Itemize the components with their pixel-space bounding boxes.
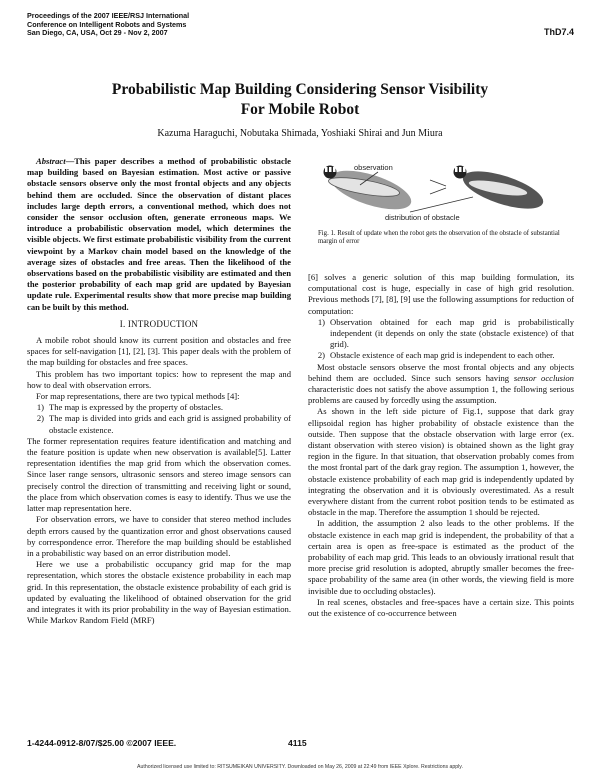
session-code: ThD7.4 <box>543 27 574 37</box>
list-item-text: The map is expressed by the property of obstacles. <box>49 402 223 413</box>
list-item <box>308 350 574 361</box>
proceedings-header <box>27 12 189 38</box>
left-column <box>27 156 291 626</box>
list-item-number: 1) <box>36 402 44 413</box>
figure-1 <box>308 152 574 224</box>
intro-paragraph-6: Here we use a probabilistic occupancy grid map for the map representation, which stores the obstacle existence probability in each map grid. In this representation, the obstacle existence probability of each grid is updated by evaluating the likelihood of obtained observation for the grid and integrates it with its prior probability in the way of Bayesian estimation. While Markov Random Field (MRF) <box>27 559 291 626</box>
transition-arrow-icon <box>430 180 446 194</box>
author-list: Kazuma Haraguchi, Nobutaka Shimada, Yoshiaki Shirai and Jun Miura <box>157 128 443 139</box>
license-notice: Authorized licensed use limited to: RITSUMEIKAN UNIVERSITY. Downloaded on May 26, 2009 at 22:49 from IEEE Xplore. Restrictions apply. <box>137 764 463 770</box>
robot-icon <box>324 166 337 179</box>
intro-paragraph-1: A mobile robot should know its current position and obstacles and free spaces for self-navigation [1], [2], [3]. This paper deals with the problem of the map building for obstacles and free spaces. <box>27 335 291 368</box>
right-column <box>308 272 574 619</box>
distribution-label: distribution of obstacle <box>385 213 460 222</box>
distribution-leader-line <box>410 197 473 212</box>
right-paragraph-2-end: characteristic does not satisfy the above assumption 1, the following serious problems are caused by forcedly using the assumption. <box>308 384 574 406</box>
list-item <box>27 402 291 413</box>
page-number: 4115 <box>288 738 307 748</box>
intro-paragraph-3: For map representations, there are two typical methods [4]: <box>36 391 240 402</box>
isbn-copyright: 1-4244-0912-8/07/$25.00 ©2007 IEEE. <box>27 738 177 748</box>
right-paragraph-3: As shown in the left side picture of Fig.1, suppose that dark gray ellipsoidal region has higher probability of obstacle existence than the outside. Then suppose that the obstacle observation with large error (ex. distant observation with stereo vision) is obtained shown as the light gray region in the figure. In that situation, that observation probably comes from the most frontal part of the dark gray region. The assumption 1, however, the obstacle existence probability of each map grid is independently updated by integrating the observation and it is obviously overestimated. As a result everywhere distant from the current robot position tends to be estimated as obstacle in the map. Therefore the assumption 1 should be rejected. <box>308 406 574 518</box>
list-item-text: The map is divided into grids and each grid is assigned probability of obstacle existence. <box>49 413 291 435</box>
title-line-1: Probabilistic Map Building Considering Sensor Visibility <box>111 81 489 98</box>
header-line-2: Conference on Intelligent Robots and Systems <box>27 19 187 29</box>
list-item <box>27 413 291 435</box>
header-line-1: Proceedings of the 2007 IEEE/RSJ International <box>27 11 190 20</box>
figure-1-caption: Fig. 1. Result of update when the robot gets the observation of the obstacle of substantial margin of error <box>318 230 560 245</box>
section-heading-introduction: I. INTRODUCTION <box>119 318 199 329</box>
intro-paragraph-4: The former representation requires feature identification and matching and the feature position is update when new observation is available[5]. Latter representation identifies the map grid from which the observation comes. Since laser range sensors, ultrasonic sensors and stereo image sensors can precisely control the direction of transmitting and receiving light or sound, the place from which observation comes is easy to identify. Thus we use the latter map representation here. <box>27 435 291 514</box>
header-line-3: San Diego, CA, USA, Oct 29 - Nov 2, 2007 <box>27 28 168 38</box>
observation-label: observation <box>354 163 393 172</box>
list-item-text: Obstacle existence of each map grid is independent to each other. <box>330 350 555 361</box>
intro-paragraph-5: For observation errors, we have to consider that stereo method includes depth errors caused by the quantization error and ghost observations caused by correspondence error. Therefore the map building should be established in a probabilistic way based on an error distribution model. <box>27 514 291 558</box>
right-paragraph-1: [6] solves a generic solution of this map building formulation, its computational cost is huge, especially in case of high grid resolution. Previous methods [7], [8], [9] use the following assumptions for reduction of computation: <box>308 272 574 316</box>
abstract-lead: Abstract <box>36 156 66 166</box>
right-paragraph-4: In addition, the assumption 2 also leads to the other problems. If the obstacle existence in each map grid is independent, the probability of that a certain area is open as free-space is estimated as the product of the probability of each map grid. This leads to an obviously irrational result that more precise grid resolution is adopted, abruptly smaller becomes the free-space probability of the same area (in other words, the viewing field is more invisible due to occluding obstacles). <box>308 518 574 596</box>
paper-title <box>40 80 560 120</box>
list-item-number: 2) <box>36 413 44 424</box>
list-item <box>308 317 574 351</box>
robot-icon <box>454 166 467 179</box>
abstract-text: —This paper describes a method of probabilistic obstacle map building based on Bayesian estimation. Most active or passive obstacle sensors observe only the most frontal objects and any objects behind them are occluded. Since the observation of distant places includes large depth errors, a conventional method, which does not consider the sensor occlusion often, generate erroneous maps. We introduce a probabilistic observation model, which determines the visible objects. We first estimate probabilistic visibility from the current viewpoint by a Markov chain model based on the knowledge of the average sizes of obstacles and free areas. Then the likelihood of the observations based on the probabilistic visibility are estimated and then the posterior probability of each map grid are updated by Bayesian update rule. Experimental results show that more precise map building can be built by this method. <box>27 156 291 312</box>
sensor-occlusion-term: sensor occlusion <box>513 372 574 383</box>
intro-paragraph-2: This problem has two important topics: how to represent the map and how to deal with observation errors. <box>27 368 291 390</box>
right-paragraph-5: In real scenes, obstacles and free-spaces have a certain size. This points out the existence of co-occurrence between <box>308 596 574 619</box>
title-line-2: For Mobile Robot <box>240 101 360 118</box>
abstract <box>27 156 291 313</box>
figure-1-diagram <box>308 152 574 224</box>
list-item-number: 1) <box>317 316 325 327</box>
list-item-text: Observation obtained for each map grid is probabilistically independent (it depends on only the state (obstacle existence) of that grid). <box>330 316 574 350</box>
right-paragraph-2 <box>308 362 574 407</box>
right-paragraph-2-start: Most obstacle sensors observe the most frontal objects and any objects behind them are occluded. Since such sensors having <box>308 361 574 383</box>
list-item-number: 2) <box>317 350 325 361</box>
